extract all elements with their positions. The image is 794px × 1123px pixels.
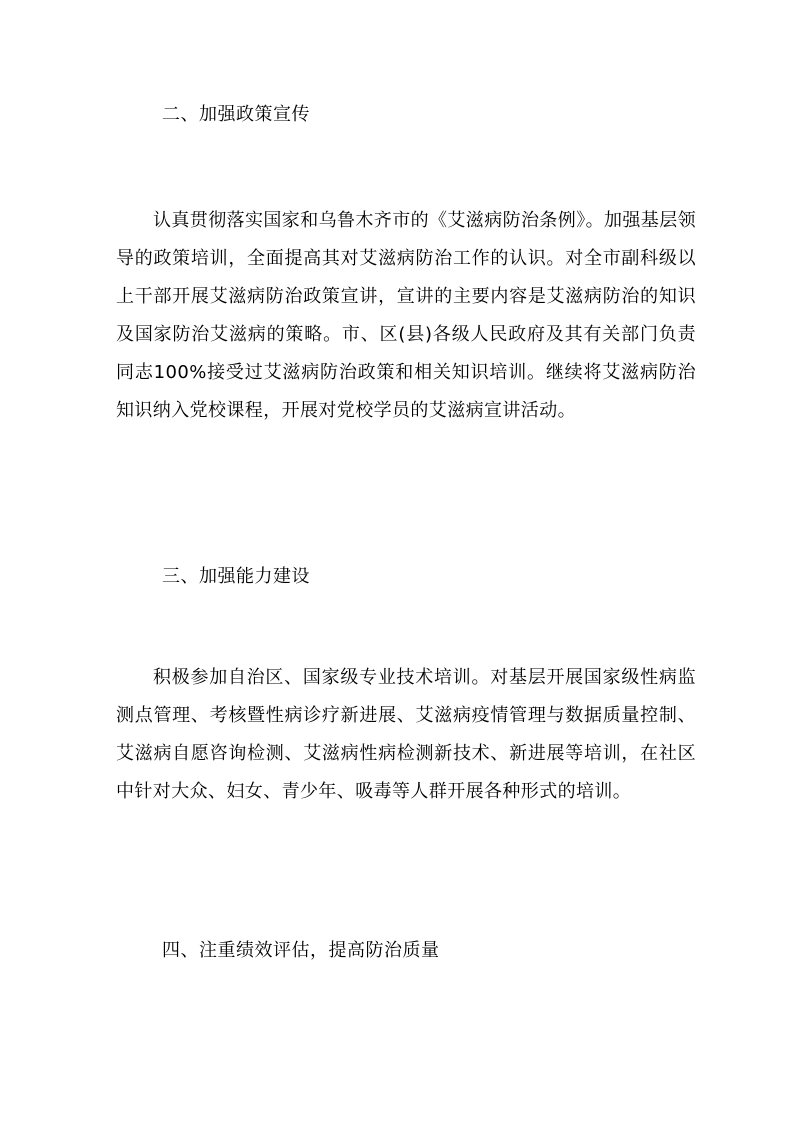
section-paragraph-capacity-building: 积极参加自治区、国家级专业技术培训。对基层开展国家级性病监测点管理、考核暨性病诊疗新进展、艾滋病疫情管理与数据质量控制、艾滋病自愿咨询检测、艾滋病性病检测新技术、新进展等培训，在社区中针对大众、妇女、青少年、吸毒等人群开展各种形式的培训。 — [116, 667, 696, 803]
section-heading-capacity-building: 三、加强能力建设 — [162, 566, 310, 587]
section-heading-performance-evaluation: 四、注重绩效评估，提高防治质量 — [162, 940, 440, 961]
section-heading-policy-publicity: 二、加强政策宣传 — [162, 104, 310, 125]
section-paragraph-policy-publicity: 认真贯彻落实国家和乌鲁木齐市的《艾滋病防治条例》。加强基层领导的政策培训，全面提高其对艾滋病防治工作的认识。对全市副科级以上干部开展艾滋病防治政策宣讲，宣讲的主要内容是艾滋病防治的知识及国家防治艾滋病的策略。市、区(县)各级人民政府及其有关部门负责同志100%接受过艾滋病防治政策和相关知识培训。继续将艾滋病防治知识纳入党校课程，开展对党校学员的艾滋病宣讲活动。 — [116, 210, 696, 422]
